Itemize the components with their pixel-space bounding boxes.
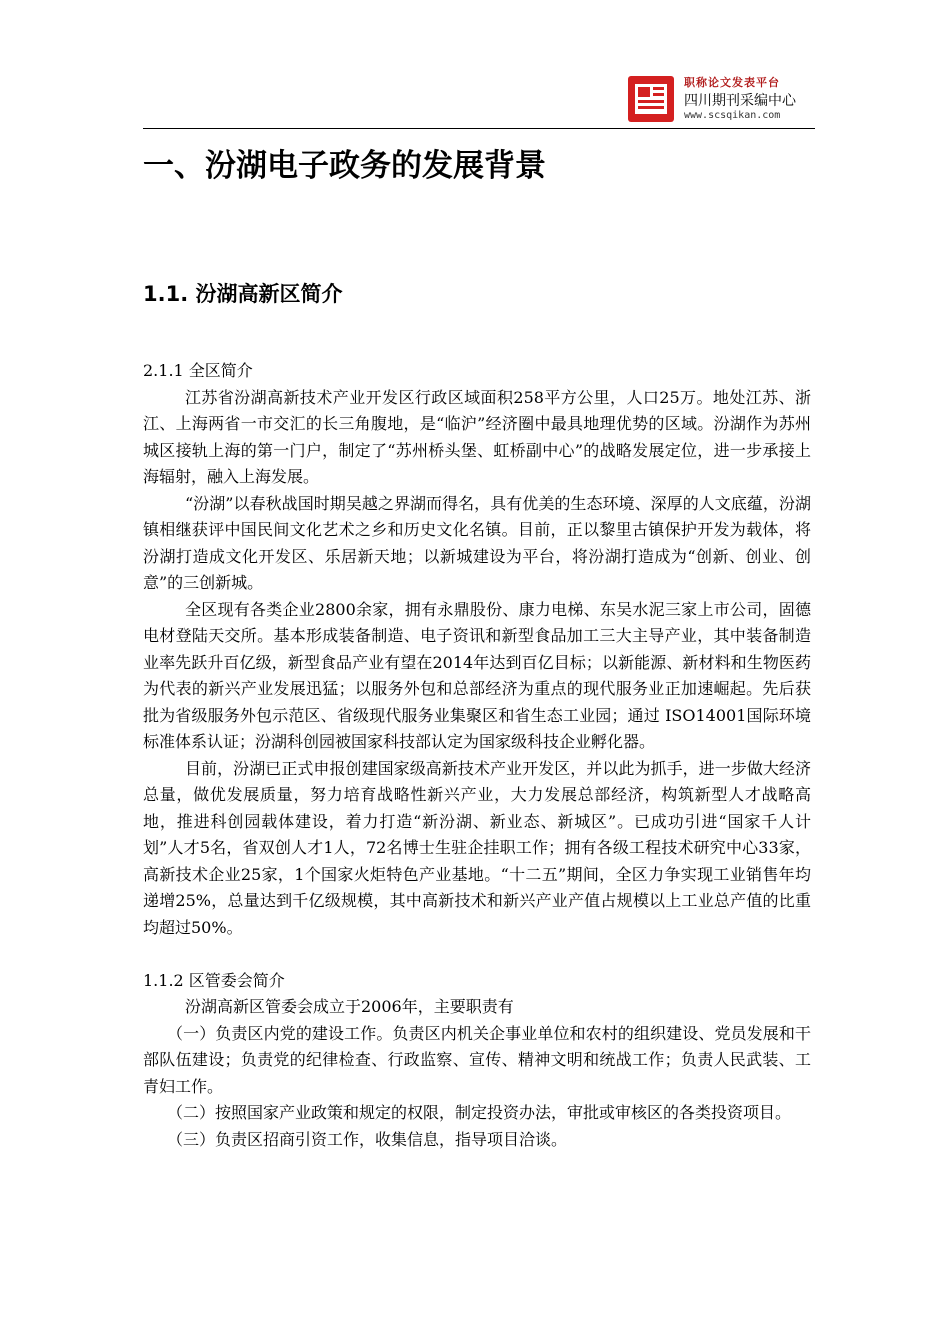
newspaper-icon [628,76,674,122]
paragraph-2: “汾湖”以春秋战国时期吴越之界湖而得名，具有优美的生态环境、深厚的人文底蕴，汾湖镇相继获评中国民间文化艺术之乡和历史文化名镇。目前，正以黎里古镇保护开发为载体，将汾湖打造成文化开发区、乐居新天地；以新城建设为平台，将汾湖打造成为“创新、创业、创意”的三创新城。 [143,493,811,592]
section-heading: 1.1. 汾湖高新区简介 [143,282,343,306]
list-item-1: （一）负责区内党的建设工作。负责区内机关企事业单位和农村的组织建设、党员发展和干部队伍建设；负责党的纪律检查、行政监察、宣传、精神文明和统战工作；负责人民武装、工青妇工作。 [143,1023,811,1096]
logo-name: 四川期刊采编中心 [684,93,796,109]
paragraph-4: 目前，汾湖已正式申报创建国家级高新技术产业开发区，并以此为抓手，进一步做大经济总量，做优发展质量，努力培育战略性新兴产业，大力发展总部经济，构筑新型人才战略高地，推进科创园载体建设，着力打造“新汾湖、新业态、新城区”。已成功引进“国家千人计划”人才5名，省双创人才1人，72名博士生驻企挂职工作；拥有各级工程技术研究中心33家，高新技术企业25家，1个国家火炬特色产业基地。“十二五”期间，全区力争实现工业销售年均递增25%，总量达到千亿级规模，其中高新技术和新兴产业产值占规模以上工业总产值的比重均超过50%。 [143,758,811,937]
subsection-title-2-1-1: 2.1.1 全区简介 [143,361,253,380]
header-divider [143,128,815,129]
logo-slogan: 职称论文发表平台 [684,76,780,89]
header-logo [628,72,813,128]
document-body [143,358,811,1153]
list-item-2: （二）按照国家产业政策和规定的权限，制定投资办法，审批或审核区的各类投资项目。 [167,1103,792,1122]
subsection-title-1-1-2: 1.1.2 区管委会简介 [143,970,285,990]
paragraph-3: 全区现有各类企业2800余家，拥有永鼎股份、康力电梯、东吴水泥三家上市公司，固德电材登陆天交所。基本形成装备制造、电子资讯和新型食品加工三大主导产业，其中装备制造业率先跃升百亿级，新型食品产业有望在2014年达到百亿目标；以新能源、新材料和生物医药为代表的新兴产业发展迅猛；以服务外包和总部经济为重点的现代服务业正加速崛起。先后获批为省级服务外包示范区、省级现代服务业集聚区和省生态工业园；通过 ISO14001国际环境标准体系认证；汾湖科创园被国家科技部认定为国家级科技企业孵化器。 [143,599,811,751]
logo-url: www.scsqikan.com [684,110,781,121]
paragraph-intro: 汾湖高新区管委会成立于2006年，主要职责有 [185,997,514,1016]
chapter-heading: 一、汾湖电子政务的发展背景 [143,148,546,184]
list-item-3: （三）负责区招商引资工作，收集信息，指导项目洽谈。 [167,1129,568,1149]
paragraph-1: 江苏省汾湖高新技术产业开发区行政区域面积258平方公里，人口25万。地处江苏、浙江、上海两省一市交汇的长三角腹地，是“临沪”经济圈中最具地理优势的区域。汾湖作为苏州城区接轨上海的第一门户，制定了“苏州桥头堡、虹桥副中心”的战略发展定位，进一步承接上海辐射，融入上海发展。 [143,387,811,486]
